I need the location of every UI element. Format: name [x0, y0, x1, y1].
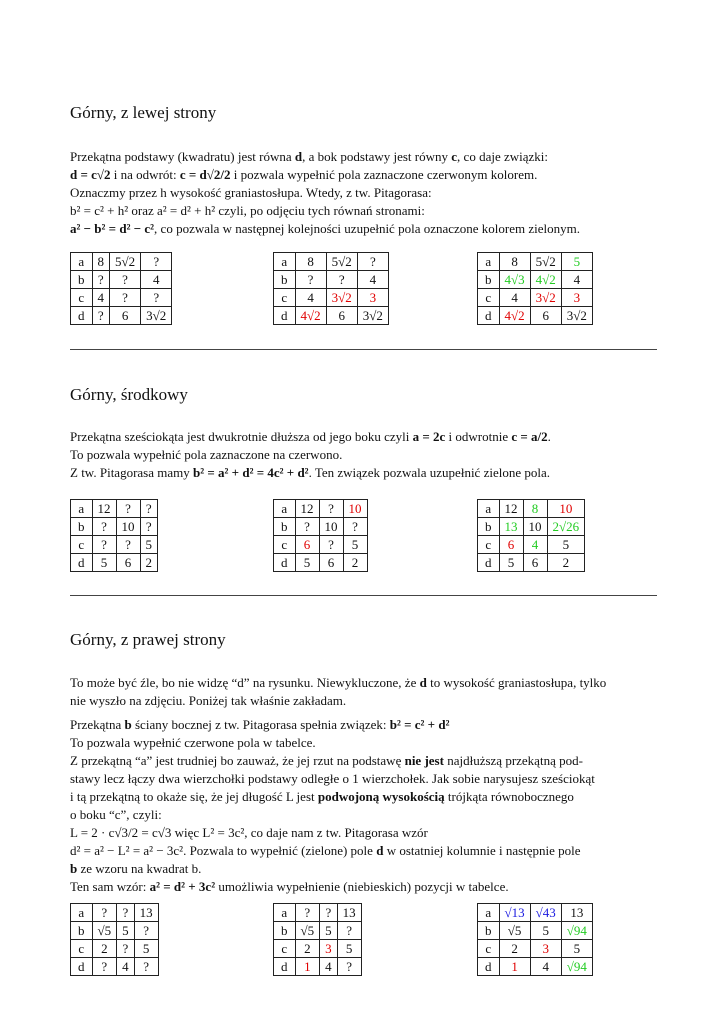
table-cell: 4 [357, 271, 388, 289]
section1-text [70, 148, 660, 238]
text-line [70, 166, 660, 184]
table-cell: 6 [530, 307, 561, 325]
text-span: d² = a² − L² = a² − 3c². Pozwala to wypełnić (zielone) pole [70, 843, 377, 858]
table-cell-red: 3 [561, 289, 592, 307]
table-cell: 10 [116, 518, 140, 536]
table-cell: 6 [523, 554, 547, 572]
table-cell: 12 [499, 500, 523, 518]
table-row [71, 922, 159, 940]
table-cell-green: 4 [523, 536, 547, 554]
table-cell: b [274, 922, 296, 940]
table-cell: √5 [295, 922, 320, 940]
table-cell: c [478, 536, 500, 554]
table-cell: 13 [134, 904, 158, 922]
table-cell: 5 [134, 940, 158, 958]
table-s1-2 [273, 252, 389, 325]
table-s1-1 [70, 252, 172, 325]
table-cell: 4 [92, 289, 110, 307]
table-cell-red: 4√2 [499, 307, 530, 325]
text-span: umożliwia wypełnienie (niebieskich) pozycji w tabelce. [215, 879, 509, 894]
table-cell-red: 1 [295, 958, 320, 976]
table-cell: d [274, 554, 296, 572]
table-row [274, 518, 368, 536]
table-s3-2 [273, 903, 362, 976]
table-cell: b [478, 271, 500, 289]
table-cell: 5 [295, 554, 319, 572]
text-span: i odwrotnie [445, 429, 512, 444]
table-cell: 4 [141, 271, 172, 289]
table-cell: 6 [110, 307, 141, 325]
table-cell: a [478, 500, 500, 518]
table-cell: 4 [499, 289, 530, 307]
table-cell: 5√2 [326, 253, 357, 271]
section2-text [70, 428, 660, 482]
table-cell: ? [141, 253, 172, 271]
table-cell: a [274, 904, 296, 922]
table-cell: ? [92, 904, 117, 922]
table-cell: ? [295, 271, 326, 289]
table-cell: 10 [319, 518, 343, 536]
table-cell-red: 3 [320, 940, 338, 958]
table-cell: 12 [92, 500, 116, 518]
table-cell: ? [337, 958, 361, 976]
table-cell: 8 [92, 253, 110, 271]
table-cell: ? [92, 536, 116, 554]
table-cell: ? [320, 904, 338, 922]
table-cell-red: 3 [357, 289, 388, 307]
section-divider [70, 595, 657, 596]
table-cell-green: 13 [499, 518, 523, 536]
table-cell-green: √94 [561, 958, 592, 976]
table-cell: 5 [561, 940, 592, 958]
section-title-right: Górny, z prawej strony [70, 630, 226, 649]
text-span: to wysokość graniastosłupa, tylko [426, 675, 607, 690]
table-cell: a [71, 904, 93, 922]
text-bold: d [294, 149, 303, 164]
table-row [71, 904, 159, 922]
table-cell: d [71, 554, 93, 572]
table-cell-red: 10 [343, 500, 367, 518]
text-line [70, 674, 660, 692]
formula-bold: d = c√2 [70, 167, 111, 182]
table-row [71, 289, 172, 307]
table-row [478, 536, 585, 554]
table-row [71, 940, 159, 958]
table-row [478, 307, 593, 325]
table-cell: 10 [523, 518, 547, 536]
table-cell: 5 [337, 940, 361, 958]
table-cell: 5√2 [110, 253, 141, 271]
table-cell: ? [295, 518, 319, 536]
table-cell: 6 [326, 307, 357, 325]
table-row [274, 904, 362, 922]
table-row [478, 554, 585, 572]
table-row [274, 940, 362, 958]
text-line [70, 464, 660, 482]
text-line [70, 148, 660, 166]
table-cell: 12 [295, 500, 319, 518]
table-cell: d [274, 958, 296, 976]
table-row [478, 518, 585, 536]
table-cell-green: 8 [523, 500, 547, 518]
table-row [274, 271, 389, 289]
table-cell: ? [141, 289, 172, 307]
text-span: Przekątna sześciokąta jest dwukrotnie dłuższa od jego boku czyli [70, 429, 413, 444]
text-bold: nie jest [404, 753, 444, 768]
formula-bold: a² − b² = d² − c² [70, 221, 155, 236]
text-line: o boku “c”, czyli: [70, 807, 162, 822]
table-cell: ? [92, 271, 110, 289]
table-cell-red: 3 [530, 940, 561, 958]
section3-paragraph2 [70, 716, 660, 896]
table-cell: 5 [320, 922, 338, 940]
table-cell: 13 [561, 904, 592, 922]
text-line: nie wyszło na zdjęciu. Poniżej tak właśnie zakładam. [70, 693, 347, 708]
text-line [70, 220, 660, 238]
text-span: i tą przekątną to okaże się, że jej długość L jest [70, 789, 318, 804]
table-row [478, 904, 593, 922]
table-cell-red: 6 [295, 536, 319, 554]
table-cell: 2 [140, 554, 158, 572]
section3-paragraph1 [70, 674, 660, 710]
text-line [70, 860, 660, 878]
table-cell: d [71, 307, 93, 325]
table-cell: c [71, 289, 93, 307]
table-row [478, 253, 593, 271]
table-cell: ? [319, 500, 343, 518]
table-cell-red: 4√2 [295, 307, 326, 325]
text-line: To pozwala wypełnić czerwone pola w tabelce. [70, 735, 316, 750]
table-cell: c [274, 289, 296, 307]
table-cell: ? [92, 307, 110, 325]
table-cell: b [71, 518, 93, 536]
table-s2-1 [70, 499, 158, 572]
table-cell: b [71, 271, 93, 289]
table-cell: ? [357, 253, 388, 271]
table-cell: 5 [117, 922, 135, 940]
table-cell-blue: √13 [499, 904, 530, 922]
table-s2-3 [477, 499, 585, 572]
table-cell: 5 [140, 536, 158, 554]
text-span: Ten sam wzór: [70, 879, 150, 894]
table-cell: c [274, 940, 296, 958]
text-span: To może być źle, bo nie widzę “d” na rysunku. Niewykluczone, że [70, 675, 420, 690]
text-span: , a bok podstawy jest równy [302, 149, 452, 164]
table-row [71, 500, 158, 518]
table-cell: c [478, 289, 500, 307]
text-span: . Ten związek pozwala uzupełnić zielone pola. [308, 465, 550, 480]
table-cell: d [478, 307, 500, 325]
text-bold: b [70, 861, 78, 876]
text-line: L = 2 · c√3/2 = c√3 więc L² = 3c², co daje nam z tw. Pitagorasa wzór [70, 825, 428, 840]
table-cell-blue: √43 [530, 904, 561, 922]
formula-bold: b² = a² + d² = 4c² + d² [193, 465, 309, 480]
text-line: b² = c² + h² oraz a² = d² + h² czyli, po odjęciu tych równań stronami: [70, 203, 425, 218]
table-cell-red: 1 [499, 958, 530, 976]
table-cell: ? [337, 922, 361, 940]
table-cell: b [478, 922, 500, 940]
table-row [71, 958, 159, 976]
table-cell: a [478, 253, 500, 271]
table-row [274, 289, 389, 307]
text-span: trójkąta równobocznego [444, 789, 574, 804]
table-cell: ? [140, 500, 158, 518]
text-span: ze wzoru na kwadrat b. [77, 861, 202, 876]
table-cell: 4 [117, 958, 135, 976]
table-cell: 5 [547, 536, 585, 554]
table-cell-green: 2√26 [547, 518, 585, 536]
table-cell: c [274, 536, 296, 554]
table-row [71, 554, 158, 572]
table-cell: 5 [530, 922, 561, 940]
table-cell: 13 [337, 904, 361, 922]
table-s2-2 [273, 499, 368, 572]
table-cell: a [274, 253, 296, 271]
text-bold: d [419, 675, 427, 690]
table-row [71, 518, 158, 536]
text-line [70, 878, 660, 896]
text-span: , co pozwala w następnej kolejności uzupełnić pola oznaczone kolorem zielonym. [154, 221, 581, 236]
table-cell: ? [116, 500, 140, 518]
table-cell: ? [326, 271, 357, 289]
table-s3-1 [70, 903, 159, 976]
table-s1-3 [477, 252, 593, 325]
table-cell: 2 [343, 554, 367, 572]
table-row [274, 500, 368, 518]
formula-bold: a² = d² + 3c² [149, 879, 216, 894]
table-cell: a [71, 500, 93, 518]
table-row [71, 307, 172, 325]
table-cell-red: 10 [547, 500, 585, 518]
table-cell: d [274, 307, 296, 325]
table-row [478, 271, 593, 289]
table-row [274, 307, 389, 325]
table-cell: ? [319, 536, 343, 554]
table-cell: d [478, 554, 500, 572]
table-cell: 4 [530, 958, 561, 976]
table-row [478, 958, 593, 976]
table-cell-red: 3√2 [326, 289, 357, 307]
table-cell: c [71, 940, 93, 958]
table-cell: 6 [116, 554, 140, 572]
table-cell-red: 3√2 [530, 289, 561, 307]
table-cell: ? [117, 904, 135, 922]
section-title-left: Górny, z lewej strony [70, 103, 217, 122]
text-bold: b [124, 717, 132, 732]
table-cell: a [478, 904, 500, 922]
table-cell: ? [110, 289, 141, 307]
table-cell: 5√2 [530, 253, 561, 271]
table-cell: ? [110, 271, 141, 289]
table-cell: 4 [295, 289, 326, 307]
table-row [274, 922, 362, 940]
table-cell: 5 [92, 554, 116, 572]
table-cell: 4 [561, 271, 592, 289]
text-line [70, 842, 660, 860]
text-span: i na odwrót: [110, 167, 180, 182]
table-cell: 5 [343, 536, 367, 554]
table-cell: ? [295, 904, 320, 922]
table-cell: a [274, 500, 296, 518]
text-line: stawy lecz łączy dwa wierzchołki podstawy odległe o 1 wierzchołek. Jak sobie narysujesz sześciokąt [70, 771, 595, 786]
table-cell: 8 [295, 253, 326, 271]
table-row [478, 922, 593, 940]
text-span: . [547, 429, 551, 444]
text-line [70, 716, 660, 734]
text-span: Z tw. Pitagorasa mamy [70, 465, 193, 480]
table-cell: a [71, 253, 93, 271]
table-cell: 3√2 [357, 307, 388, 325]
formula-bold: a = 2c [412, 429, 446, 444]
table-cell: 2 [547, 554, 585, 572]
table-cell: 8 [499, 253, 530, 271]
table-cell: ? [92, 958, 117, 976]
table-cell: c [71, 536, 93, 554]
table-cell-green: √94 [561, 922, 592, 940]
table-cell-red: 6 [499, 536, 523, 554]
text-span: , co daje związki: [457, 149, 549, 164]
table-cell-green: 4√3 [499, 271, 530, 289]
table-cell: ? [92, 518, 116, 536]
table-cell: 4 [320, 958, 338, 976]
text-line [70, 752, 660, 770]
table-cell: ? [343, 518, 367, 536]
text-span: Przekątna [70, 717, 125, 732]
table-cell: √5 [92, 922, 117, 940]
section-divider [70, 349, 657, 350]
table-cell: c [478, 940, 500, 958]
table-cell: d [71, 958, 93, 976]
table-row [478, 500, 585, 518]
table-cell: b [478, 518, 500, 536]
table-cell: d [478, 958, 500, 976]
table-cell: b [71, 922, 93, 940]
text-line [70, 428, 660, 446]
formula-bold: c = a/2 [511, 429, 548, 444]
table-cell: ? [117, 940, 135, 958]
text-span: ściany bocznej z tw. Pitagorasa spełnia związek: [131, 717, 390, 732]
text-span: Z przekątną “a” jest trudniej bo zauważ, że jej rzut na podstawę [70, 753, 405, 768]
table-cell: 3√2 [141, 307, 172, 325]
table-cell: ? [134, 922, 158, 940]
table-cell: b [274, 271, 296, 289]
table-row [71, 271, 172, 289]
table-row [274, 536, 368, 554]
table-cell: b [274, 518, 296, 536]
section-title-middle: Górny, środkowy [70, 385, 188, 404]
text-line [70, 788, 660, 806]
table-cell: ? [134, 958, 158, 976]
text-span: w ostatniej kolumnie i następnie pole [383, 843, 581, 858]
table-row [478, 289, 593, 307]
table-cell-green: 5 [561, 253, 592, 271]
formula-bold: c = d√2/2 [179, 167, 231, 182]
formula-bold: b² = c² + d² [389, 717, 450, 732]
table-row [274, 958, 362, 976]
text-span: Przekątna podstawy (kwadratu) jest równa [70, 149, 295, 164]
table-row [478, 940, 593, 958]
table-cell: 3√2 [561, 307, 592, 325]
table-row [274, 253, 389, 271]
table-cell: ? [140, 518, 158, 536]
text-bold: podwojoną wysokością [317, 789, 445, 804]
table-row [71, 253, 172, 271]
table-cell: 2 [295, 940, 320, 958]
table-s3-3 [477, 903, 593, 976]
text-bold: d [376, 843, 384, 858]
table-cell: √5 [499, 922, 530, 940]
table-cell: ? [116, 536, 140, 554]
table-row [71, 536, 158, 554]
text-line: To pozwala wypełnić pola zaznaczone na czerwono. [70, 447, 343, 462]
table-cell: 6 [319, 554, 343, 572]
text-span: i pozwala wypełnić pola zaznaczone czerwonym kolorem. [230, 167, 538, 182]
text-line: Oznaczmy przez h wysokość graniastosłupa. Wtedy, z tw. Pitagorasa: [70, 185, 432, 200]
table-cell: 5 [499, 554, 523, 572]
text-bold: c [451, 149, 458, 164]
table-cell-green: 4√2 [530, 271, 561, 289]
table-cell: 2 [499, 940, 530, 958]
table-cell: 2 [92, 940, 117, 958]
text-span: najdłuższą przekątną pod- [443, 753, 583, 768]
table-row [274, 554, 368, 572]
